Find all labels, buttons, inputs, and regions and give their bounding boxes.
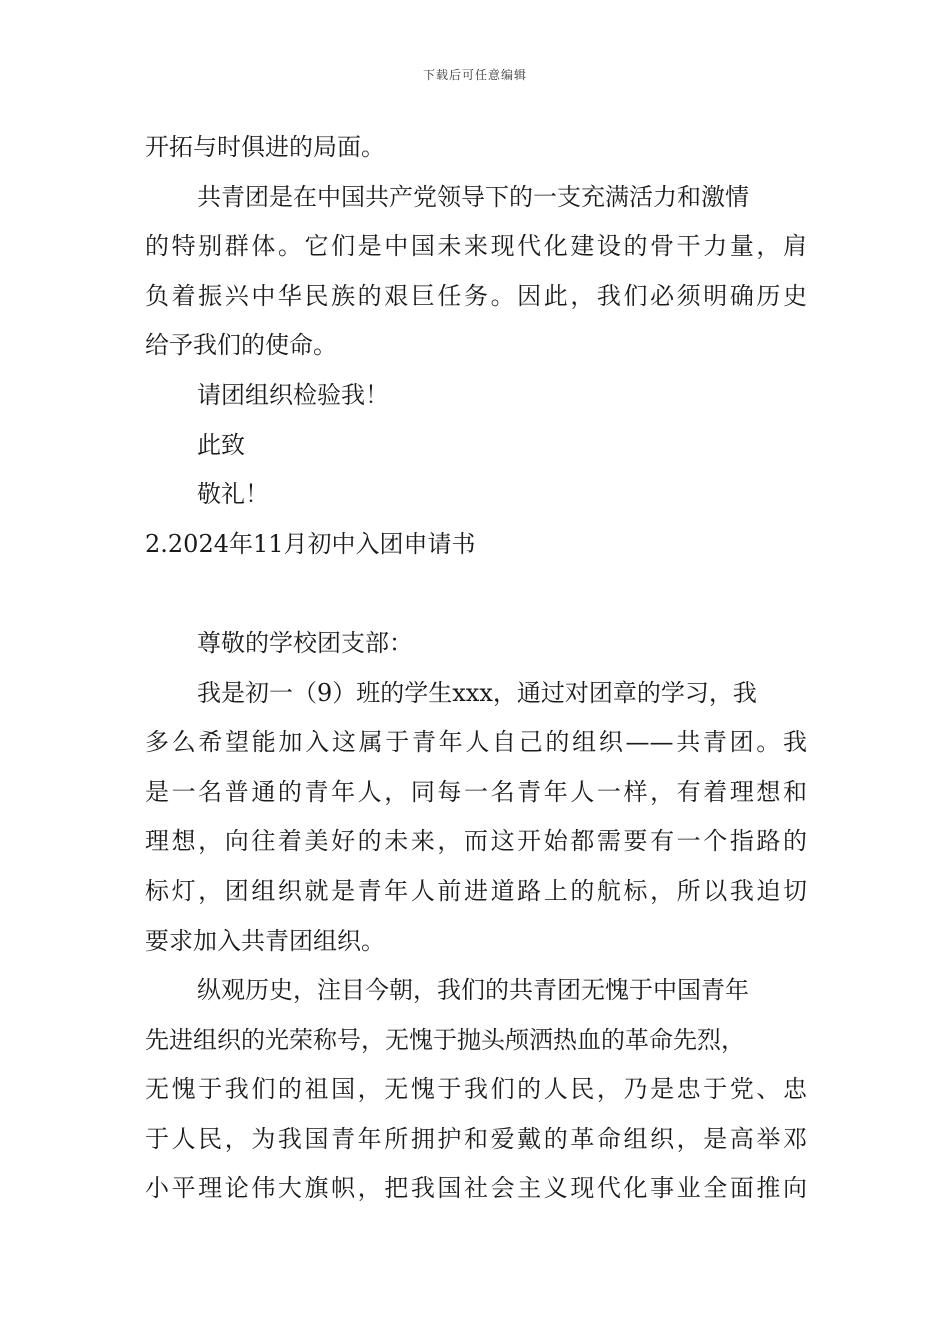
text-line: 理想，向往着美好的未来，而这开始都需要有一个指路的 [145, 827, 807, 856]
text-line: 负着振兴中华民族的艰巨任务。因此，我们必须明确历史 [145, 281, 807, 310]
paragraph-line: 请团组织检验我！ [197, 380, 389, 409]
text-line: 先进组织的光荣称号，无愧于抛头颅洒热血的革命先烈， [145, 1025, 745, 1054]
section-title: 2.2024年11月初中入团申请书 [145, 529, 476, 558]
paragraph-line: 我是初一（9）班的学生xxx，通过对团章的学习，我 [197, 678, 757, 707]
document-body [145, 123, 807, 1214]
page-header: 下载后可任意编辑 [422, 68, 527, 82]
text-line: 给予我们的使命。 [145, 331, 337, 360]
closing-line: 此致 [197, 430, 245, 459]
paragraph-line: 共青团是在中国共产党领导下的一支充满活力和激情 [197, 182, 749, 211]
blank-line [145, 569, 807, 619]
closing-line: 敬礼！ [197, 480, 269, 509]
text-line: 标灯，团组织就是青年人前进道路上的航标，所以我迫切 [145, 876, 807, 905]
text-line: 要求加入共青团组织。 [145, 926, 385, 955]
paragraph-line: 纵观历史，注目今朝，我们的共青团无愧于中国青年 [197, 976, 749, 1005]
text-line: 小平理论伟大旗帜，把我国社会主义现代化事业全面推向 [145, 1174, 807, 1203]
text-line: 是一名普通的青年人，同每一名青年人一样，有着理想和 [145, 777, 807, 806]
text-line: 开拓与时俱进的局面。 [145, 133, 385, 161]
text-line: 于人民，为我国青年所拥护和爱戴的革命组织，是高举邓 [145, 1124, 807, 1153]
salutation: 尊敬的学校团支部： [197, 628, 413, 657]
text-line: 的特别群体。它们是中国未来现代化建设的骨干力量，肩 [145, 232, 807, 261]
text-line: 无愧于我们的祖国，无愧于我们的人民，乃是忠于党、忠 [145, 1075, 807, 1104]
text-line: 多么希望能加入这属于青年人自己的组织——共青团。我 [145, 728, 807, 757]
